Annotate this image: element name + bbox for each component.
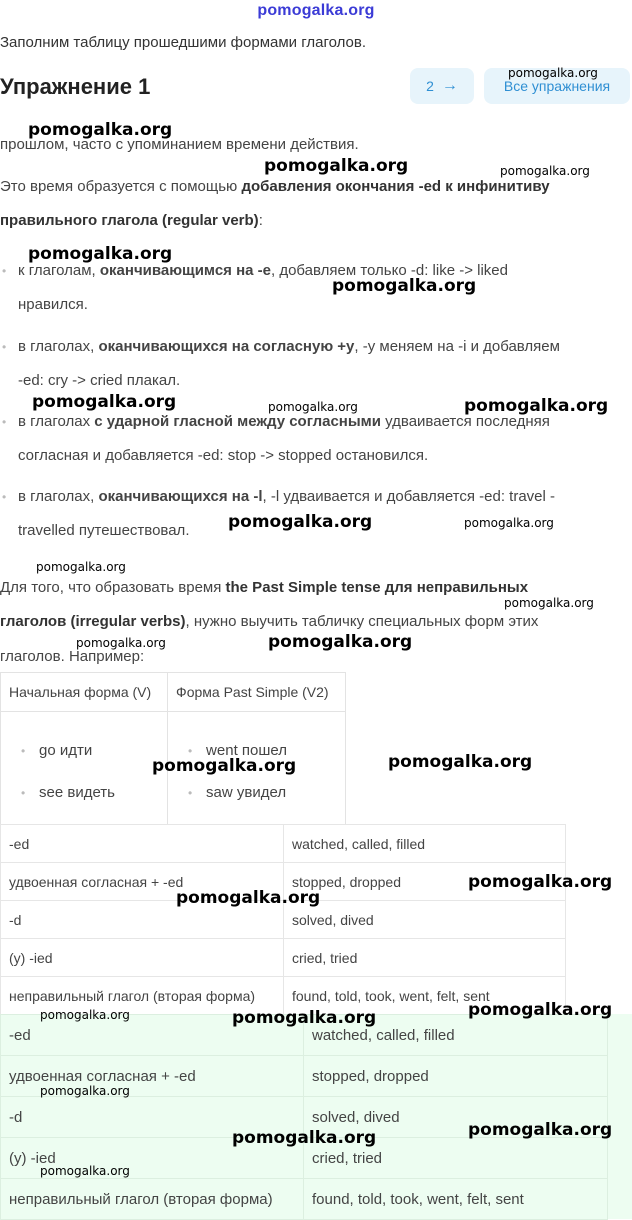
table-header: Начальная форма (V) [1,673,168,712]
paragraph-regular [0,170,630,238]
table-cell: неправильный глагол (вторая форма) [1,977,284,1015]
watermark: pomogalka.org [504,596,594,610]
rule-bold: оканчивающихся на -l [98,488,263,505]
table-cell: stopped, dropped [284,863,566,901]
list-item: • go идти [39,730,153,772]
watermark: pomogalka.org [468,872,613,892]
watermark: pomogalka.org [464,396,609,416]
table-cell [1,712,168,825]
table-cell: -d [1,901,284,939]
rule-text: удваивается последняя [380,413,550,430]
rule-text: к глаголам, [18,262,100,279]
para2-d: , нужно выучить табличку специальных форм этих [185,613,539,630]
watermark: pomogalka.org [468,1000,613,1020]
rule-text: нравился. [18,296,88,313]
rule-text: , -y меняем на -i и добавляем [354,338,560,355]
next-exercise-label: 2 [426,78,434,94]
watermark: pomogalka.org [264,156,409,176]
rule-text: , добавляем только -d: like -> liked [271,262,508,279]
watermark: pomogalka.org [40,1084,130,1098]
watermark: pomogalka.org [232,1128,377,1148]
table-row [1,1179,608,1220]
table-cell: -ed [1,825,284,863]
para2-e: глаголов. Например: [0,648,145,665]
rule-text: , -l удваивается и добавляется -ed: travel - [262,488,556,505]
rule-bold: оканчивающимся на -e [99,262,271,279]
table-cell: -ed [1,1015,304,1056]
watermark: pomogalka.org [152,756,297,776]
watermark: pomogalka.org [76,636,166,650]
para2-c: глаголов (irregular verbs) [0,613,186,630]
watermark: pomogalka.org [28,244,173,264]
rule-bold: с ударной гласной между согласными [94,413,381,430]
table-cell: неправильный глагол (вторая форма) [1,1179,304,1220]
watermark: pomogalka.org [468,1120,613,1140]
para1-b: добавления окончания -ed к инфинитиву [241,178,550,195]
rule-text: в глаголах [18,413,95,430]
watermark: pomogalka.org [332,276,477,296]
list-item: • saw увидел [206,772,331,814]
all-exercises-button[interactable]: Все упражнения [484,68,630,104]
watermark: pomogalka.org [176,888,321,908]
exercise-title: Упражнение 1 [0,74,151,99]
rule-item [18,330,630,398]
para1-a: Это время образуется с помощью [0,178,242,195]
para1-c: правильного глагола (regular verb) [0,212,259,229]
table-cell: found, told, took, went, felt, sent [284,977,566,1015]
list-item: • see видеть [39,772,153,814]
table-cell: (y) -ied [1,1138,304,1179]
watermark: pomogalka.org [508,66,598,80]
watermark: pomogalka.org [32,392,177,412]
table-cell: watched, called, filled [284,825,566,863]
watermark: pomogalka.org [28,120,173,140]
watermark: pomogalka.org [40,1008,130,1022]
watermark: pomogalka.org [268,632,413,652]
table-cell: solved, dived [304,1097,608,1138]
para2-b: the Past Simple tense для неправильных [225,579,529,596]
table-cell: found, told, took, went, felt, sent [304,1179,608,1220]
rule-text: в глаголах, [18,488,99,505]
watermark: pomogalka.org [36,560,126,574]
next-exercise-button[interactable] [410,68,474,104]
watermark: pomogalka.org [388,752,533,772]
table-cell: solved, dived [284,901,566,939]
watermark: pomogalka.org [228,512,373,532]
rule-text: travelled путешествовал. [18,522,190,539]
table-header: Форма Past Simple (V2) [168,673,346,712]
table-cell: cried, tried [284,939,566,977]
site-logo[interactable]: pomogalka.org [257,2,375,19]
table-cell: удвоенная согласная + -ed [1,1056,304,1097]
rule-text: в глаголах, [18,338,99,355]
intro-text: Заполним таблицу прошедшими формами глаголов. [0,34,366,51]
arrow-right-icon: → [441,77,458,94]
endings-table [0,824,566,1015]
watermark: pomogalka.org [268,400,358,414]
list-item: • went пошел [206,730,331,772]
table-cell: stopped, dropped [304,1056,608,1097]
table-cell: -d [1,1097,304,1138]
table-cell: (y) -ied [1,939,284,977]
watermark: pomogalka.org [464,516,554,530]
answer-table [0,1014,608,1220]
para1-d: : [258,212,263,229]
rule-text: согласная и добавляется -ed: stop -> stopped остановился. [18,447,429,464]
table-cell: cried, tried [304,1138,608,1179]
watermark: pomogalka.org [40,1164,130,1178]
table-cell: удвоенная согласная + -ed [1,863,284,901]
table-row [1,939,566,977]
para2-a: Для того, что образовать время [0,579,226,596]
rule-bold: оканчивающихся на согласную +y [98,338,355,355]
irregular-verbs-table [0,672,346,825]
rule-item [18,254,630,322]
watermark: pomogalka.org [500,164,590,178]
rule-text: -ed: cry -> cried плакал. [18,372,181,389]
watermark: pomogalka.org [232,1008,377,1028]
clipped-line: прошлом, часто с упоминанием времени действия. [0,136,359,153]
table-cell: watched, called, filled [304,1015,608,1056]
table-row [1,825,566,863]
